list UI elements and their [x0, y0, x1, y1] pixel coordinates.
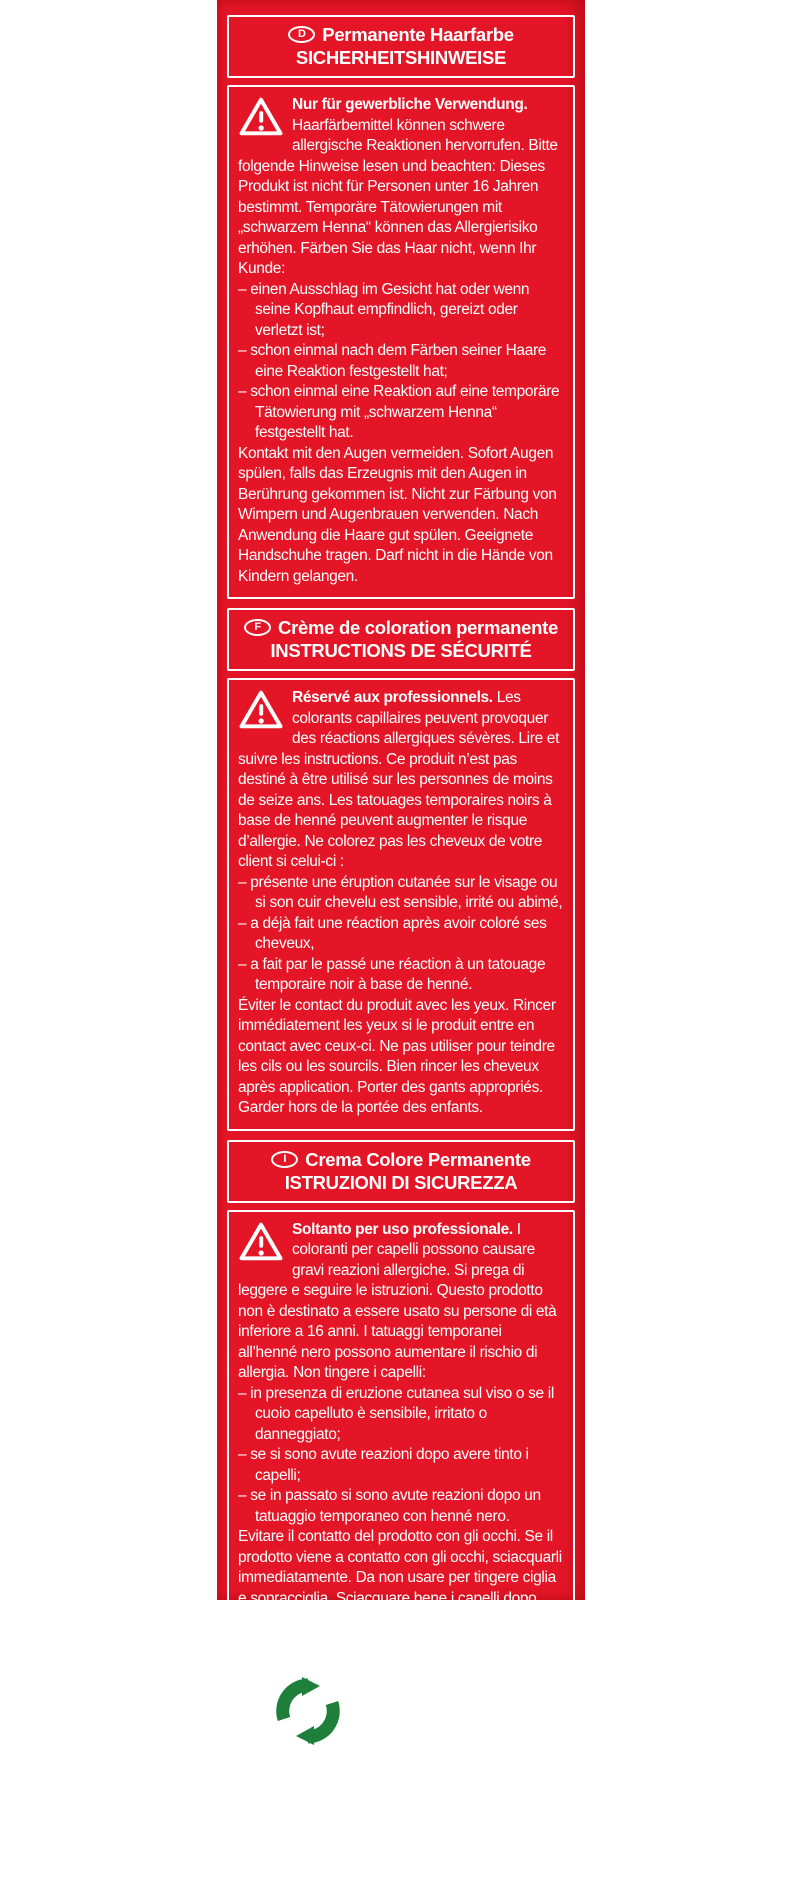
section-body-german	[227, 85, 575, 599]
language-badge-f-icon: F	[244, 619, 271, 636]
address-line: Hans Schwarzkopf & Henkel GmbH,	[256, 1769, 546, 1789]
warning-outro-german: Kontakt mit den Augen vermeiden. Sofort Augen spülen, falls das Erzeugnis mit den Augen in Berührung gekommen ist. Nicht zur Färbung von Wimpern und Augenbrauen verwenden. Nach Anwendung die Haare gut spülen. Geeignete Handschuhe tragen. Darf nicht in die Hände von Kindern gelangen.	[238, 444, 557, 585]
bullet-item: – in presenza di eruzione cutanea sul viso o se il cuoio capelluto è sensibile, irritato o danneggiato;	[238, 1384, 564, 1446]
website-url: www.schwarzkopf-professional.com	[239, 1867, 563, 1890]
warning-outro-french: Éviter le contact du produit avec les yeux. Rincer immédiatement les yeux si le produit entre en contact avec ceux-ci. Ne pas utiliser pour teindre les cils ou les sourcils. Bien rincer les cheveux après application. Porter des gants appropriés. Garder hors de la portée des enfants.	[238, 996, 556, 1116]
bullet-item: – einen Ausschlag im Gesicht hat oder wenn seine Kopfhaut empfindlich, gereizt oder verletzt ist;	[238, 280, 564, 342]
bullet-item: – se in passato si sono avute reazioni dopo un tatuaggio temporaneo con henné nero.	[238, 1486, 564, 1527]
safety-label-panel	[217, 0, 585, 1890]
bullet-item: – schon einmal nach dem Färben seiner Haare eine Reaktion festgestellt hat;	[238, 341, 564, 382]
section-header-italian	[227, 1140, 575, 1203]
footer	[227, 1671, 575, 1891]
section-body-italian	[227, 1210, 575, 1663]
address-line: Hohenzollernring 127–129,	[293, 1790, 509, 1811]
language-badge-d-icon: D	[288, 26, 315, 43]
recycling-pap-icon	[370, 1675, 434, 1733]
language-badge-i-icon: I	[271, 1151, 298, 1168]
section-subtitle-german: SICHERHEITSHINWEISE	[295, 47, 507, 68]
address-line: 22763 Hamburg, Germany	[296, 1812, 506, 1832]
warning-lead-german: Nur für gewerbliche Verwendung.	[292, 96, 528, 113]
warning-bullets-french	[238, 873, 564, 996]
section-header-french	[227, 608, 575, 671]
svg-text:21: 21	[393, 1706, 411, 1723]
warning-triangle-icon	[238, 689, 284, 730]
warning-bullets-italian	[238, 1384, 564, 1528]
warning-intro-german: Haarfärbemittel können schwere allergische Reaktionen hervorrufen. Bitte folgende Hinweise lesen und beachten: Dieses Produkt ist nicht für Personen unter 16 Jahren bestimmt. Temporäre Tätowierungen mit „schwarzem Henna“ können das Allergierisiko erhöhen. Färben Sie das Haar nicht, wenn Ihr Kunde:	[238, 116, 558, 277]
warning-outro-italian: Evitare il contatto del prodotto con gli occhi. Se il prodotto viene a contatto con gli occhi, sciacquarli immediatamente. Da non usare per tingere ciglia e sopracciglia. Sciacquare bene i capelli dopo l’applicazione. Portare guanti adeguati. Tenere fuori dalla portata dei bambini.	[238, 1528, 562, 1648]
section-title-italian: Crema Colore Permanente	[305, 1148, 531, 1170]
section-title-german: Permanente Haarfarbe	[322, 24, 514, 45]
section-subtitle-french: INSTRUCTIONS DE SÉCURITÉ	[270, 640, 532, 661]
warning-triangle-icon	[238, 96, 284, 137]
section-subtitle-italian: ISTRUZIONI DI SICUREZZA	[284, 1171, 518, 1193]
section-title-french: Crème de coloration permanente	[278, 617, 558, 638]
leaflet-hand-icon	[460, 1675, 530, 1749]
made-in-label: Made in Germany	[337, 1840, 465, 1859]
city-name: Hamburg	[348, 1812, 423, 1832]
bullet-item: – se si sono avute reazioni dopo avere tinto i capelli;	[238, 1445, 564, 1486]
bullet-item: – a fait par le passé une réaction à un tatouage temporaire noir à base de henné.	[238, 955, 564, 996]
warning-triangle-icon	[238, 1221, 284, 1262]
section-header-german	[227, 15, 575, 78]
warning-bullets-german	[238, 280, 564, 444]
green-dot-icon	[272, 1675, 344, 1747]
section-body-french	[227, 678, 575, 1131]
bullet-item: – a déjà fait une réaction après avoir coloré ses cheveux,	[238, 914, 564, 955]
warning-intro-italian: I coloranti per capelli possono causare gravi reazioni allergiche. Si prega di leggere e seguire le istruzioni. Questo prodotto non è destinato a essere usato su persone di età inferiore a 16 anni. I tatuaggi temporanei all’henné nero possono aumentare il rischio di allergia. Non tingere i capelli:	[238, 1220, 557, 1381]
bullet-item: – schon einmal eine Reaktion auf eine temporäre Tätowierung mit „schwarzem Henna“ festgestellt hat.	[238, 382, 564, 444]
warning-intro-french: Les colorants capillaires peuvent provoquer des réactions allergiques sévères. Lire et suivre les instructions. Ce produit n’est pas destiné à être utilisé sur les personnes de moins de seize ans. Les tatouages temporaires noirs à base de henné peuvent augmenter le risque d’allergie. Ne colorez pas les cheveux de votre client si celui-ci :	[238, 689, 560, 870]
bullet-item: – présente une éruption cutanée sur le visage ou si son cuir chevelu est sensible, irrité ou abimé,	[238, 873, 564, 914]
manufacturer-address	[227, 1769, 575, 1834]
warning-lead-italian: Soltanto per uso professionale.	[292, 1220, 513, 1238]
warning-lead-french: Réservé aux professionnels.	[292, 689, 493, 706]
pap-label: PAP	[388, 1733, 416, 1748]
